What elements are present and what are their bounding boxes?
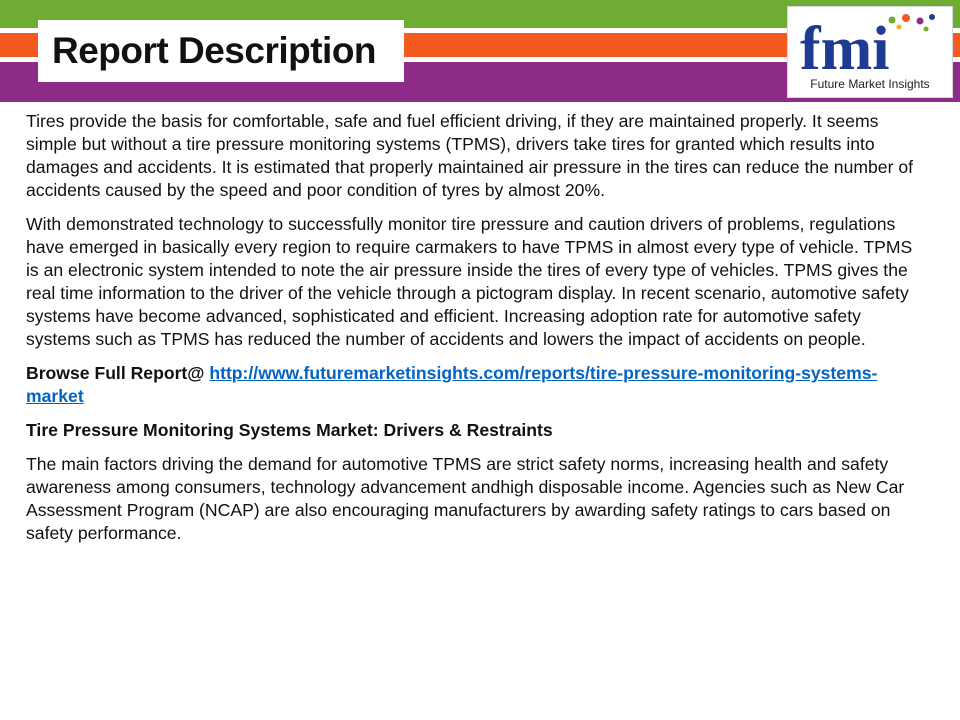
page-title: Report Description (52, 30, 377, 71)
browse-label: Browse Full Report@ (26, 363, 210, 383)
title-box (38, 20, 404, 82)
drivers-paragraph: The main factors driving the demand for automotive TPMS are strict safety norms, increasing health and safety awareness among consumers, technology advancement andhigh disposable income. Agencies such as New Car Assessment Program (NCAP) are also encouraging manufacturers by awarding safety ratings to cars based on safety performance. (26, 454, 905, 543)
browse-line (26, 362, 916, 408)
technology-paragraph: With demonstrated technology to successfully monitor tire pressure and caution drivers of problems, regulations have emerged in basically every region to require carmakers to have TPMS in almost every type of vehicle. TPMS is an electronic system intended to note the air pressure inside the tires of every type of vehicles. TPMS gives the real time information to the driver of the vehicle through a pictogram display. In recent scenario, automotive safety systems have become advanced, sophisticated and efficient. Increasing adoption rate for automotive safety systems such as TPMS has reduced the number of accidents and lowers the impact of accidents on people. (26, 214, 913, 349)
logo-caption: Future Market Insights (810, 77, 930, 91)
intro-paragraph: Tires provide the basis for comfortable, safe and fuel efficient driving, if they are maintained properly. It seems simple but without a tire pressure monitoring systems (TPMS), drivers take tires for granted which results into damages and accidents. It is estimated that properly maintained air pressure in the tires can reduce the number of accidents caused by the speed and poor condition of tyres by almost 20%. (26, 111, 914, 200)
header-banner (0, 0, 960, 102)
report-link[interactable]: http://www.futuremarketinsights.com/reports/tire-pressure-monitoring-systems-market (26, 363, 878, 406)
fmi-logo (787, 6, 953, 98)
report-body (26, 110, 916, 556)
fmi-logo-mark (796, 11, 946, 75)
drivers-heading: Tire Pressure Monitoring Systems Market: Drivers & Restraints (26, 420, 553, 440)
logo-text: fmi (800, 15, 890, 75)
